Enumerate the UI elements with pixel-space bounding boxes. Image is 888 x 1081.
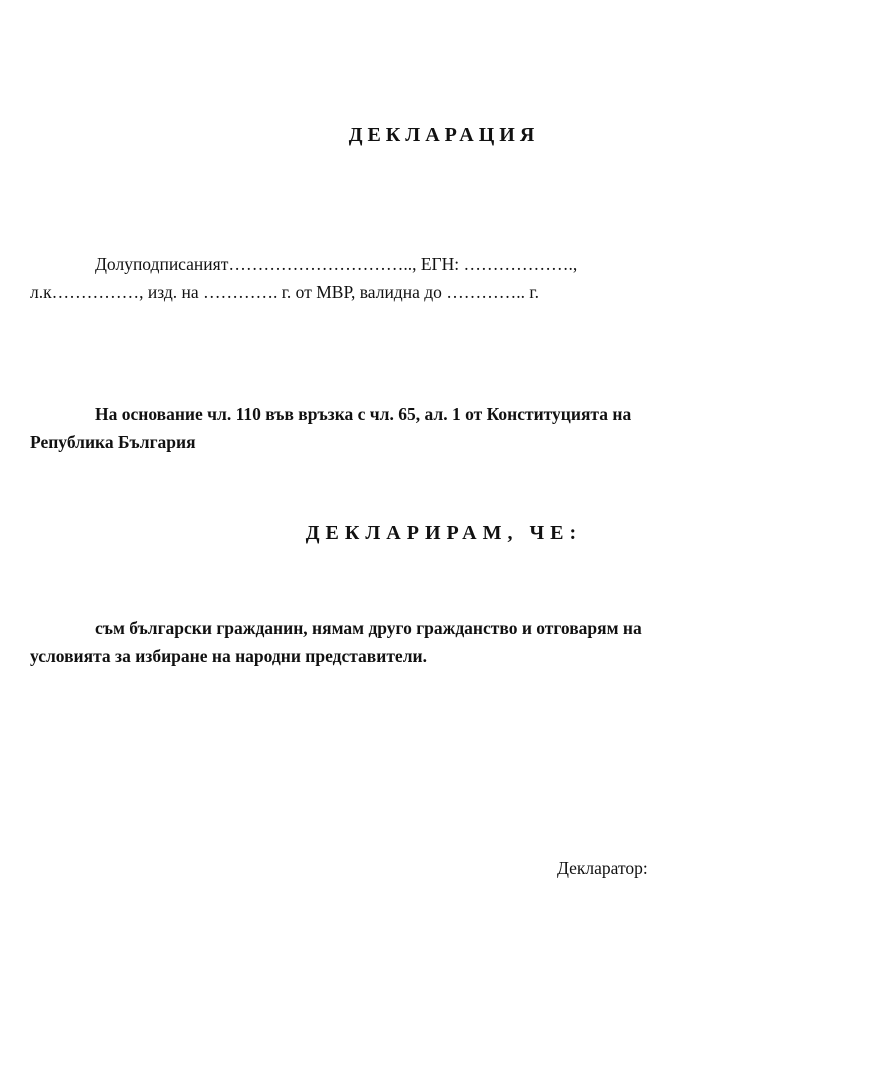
identity-line-1: Долуподписаният………………………….., ЕГН: ………………., [95,254,578,274]
declarant-signature-label: Декларатор: [557,858,648,878]
statement-line-1: съм български гражданин, нямам друго гражданство и отговарям на [95,618,642,638]
statement-line-2: условията за избиране на народни представители. [30,646,427,666]
document-title: ДЕКЛАРАЦИЯ [348,124,540,146]
identity-line-2: л.к……………, изд. на …………. г. от МВР, валидна до ………….. г. [30,282,539,302]
legal-basis-line-2: Република България [30,432,196,452]
legal-basis-line-1: На основание чл. 110 във връзка с чл. 65, ал. 1 от Конституцията на [95,404,632,424]
declaration-heading: ДЕКЛАРИРАМ, ЧЕ: [305,522,583,544]
